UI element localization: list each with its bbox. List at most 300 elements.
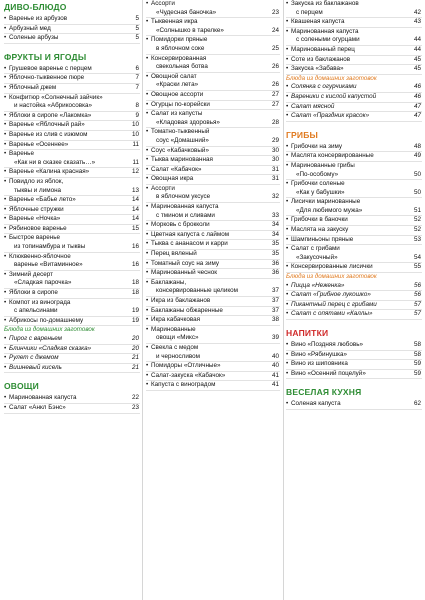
toc-entry[interactable] xyxy=(146,18,280,36)
toc-entry[interactable] xyxy=(286,360,422,370)
toc-entry[interactable] xyxy=(4,271,140,289)
toc-entry[interactable] xyxy=(4,141,140,151)
entry-text: Консервированные лисички xyxy=(291,263,373,271)
toc-entry[interactable] xyxy=(4,335,140,345)
bullet-icon: • xyxy=(146,90,149,98)
toc-entry[interactable] xyxy=(4,215,140,225)
toc-entry[interactable] xyxy=(4,317,140,327)
toc-entry[interactable] xyxy=(286,18,422,28)
entry-text: Соленая капуста xyxy=(291,400,341,408)
bullet-icon: • xyxy=(146,146,149,154)
entry-title xyxy=(286,180,410,189)
toc-entry[interactable] xyxy=(4,394,140,404)
entry-title xyxy=(286,28,410,37)
entry-title xyxy=(286,226,410,235)
entry-title xyxy=(146,81,268,90)
bullet-icon: • xyxy=(286,291,289,299)
toc-entry[interactable] xyxy=(146,279,280,297)
bullet-icon: • xyxy=(286,216,289,224)
entry-text: Солянка с огурчиками xyxy=(291,83,357,91)
entry-text: Салат «Праздник красок» xyxy=(291,112,370,120)
bullet-icon: • xyxy=(146,371,149,379)
entry-text: Капуста с виноградом xyxy=(151,381,216,389)
toc-entry[interactable] xyxy=(286,310,422,320)
entry-title xyxy=(4,253,128,262)
bullet-icon: • xyxy=(146,269,149,277)
page-number: 37 xyxy=(271,297,279,304)
bullet-icon: • xyxy=(286,310,289,318)
page-number: 46 xyxy=(413,92,421,100)
toc-entry[interactable] xyxy=(286,28,422,46)
toc-entry[interactable] xyxy=(286,400,422,410)
toc-entry[interactable] xyxy=(286,301,422,311)
bullet-icon: • xyxy=(146,175,149,183)
toc-entry[interactable] xyxy=(286,263,422,273)
bullet-icon: • xyxy=(4,298,7,306)
entry-text: Пицца «Неженка» xyxy=(291,281,345,289)
page-number: 30 xyxy=(271,146,279,154)
toc-entry[interactable] xyxy=(286,180,422,198)
toc-entry[interactable] xyxy=(286,162,422,180)
entry-text: «Чудесная баночка» xyxy=(156,8,217,16)
toc-entry[interactable] xyxy=(146,36,280,54)
entry-text: Пикантный перец с грибами xyxy=(291,300,377,308)
page-number: 56 xyxy=(413,291,421,299)
page-number: 8 xyxy=(135,102,139,110)
toc-entry[interactable] xyxy=(146,128,280,146)
entry-title xyxy=(146,326,268,335)
bullet-icon: • xyxy=(286,18,289,26)
toc-entry[interactable] xyxy=(146,185,280,203)
page-number: 5 xyxy=(135,34,139,42)
entry-title xyxy=(146,212,268,221)
bullet-icon: • xyxy=(4,130,7,138)
toc-entry[interactable] xyxy=(146,91,280,101)
entry-title xyxy=(146,203,268,212)
toc-entry[interactable] xyxy=(286,351,422,361)
page-number: 41 xyxy=(271,381,279,389)
toc-entry[interactable] xyxy=(286,216,422,226)
page-number: 35 xyxy=(271,250,279,258)
toc-entry[interactable] xyxy=(4,253,140,271)
entry-title xyxy=(4,25,128,34)
page-number: 37 xyxy=(271,306,279,314)
toc-entry[interactable] xyxy=(146,156,280,166)
entry-title xyxy=(146,231,268,240)
entry-text: Маринованная капуста xyxy=(291,27,359,35)
entry-title xyxy=(4,234,128,243)
toc-entry[interactable] xyxy=(146,297,280,307)
page-number: 9 xyxy=(135,111,139,119)
page-number: 21 xyxy=(131,354,139,362)
toc-entry[interactable] xyxy=(4,364,140,374)
toc-entry[interactable] xyxy=(4,25,140,35)
entry-title xyxy=(286,152,410,161)
bullet-icon: • xyxy=(146,250,149,258)
toc-entry[interactable] xyxy=(4,34,140,44)
toc-entry[interactable] xyxy=(4,206,140,216)
entry-text: «По-особому» xyxy=(296,170,339,178)
entry-title xyxy=(286,9,410,18)
page-number: 50 xyxy=(413,188,421,196)
toc-entry[interactable] xyxy=(4,345,140,355)
entry-title xyxy=(146,381,268,390)
entry-title xyxy=(146,119,268,128)
bullet-icon: • xyxy=(146,156,149,164)
page-number: 56 xyxy=(413,281,421,289)
toc-entry[interactable] xyxy=(4,150,140,168)
entry-text: Варенье «Яблочный рай» xyxy=(9,121,85,129)
entry-text: Консервированная xyxy=(151,54,207,62)
entry-title xyxy=(286,83,410,92)
entry-text: Морковь с брокколи xyxy=(151,221,210,229)
section-gap xyxy=(4,373,140,379)
toc-entry[interactable] xyxy=(4,196,140,206)
toc-entry[interactable] xyxy=(146,110,280,128)
bullet-icon: • xyxy=(146,36,149,44)
bullet-icon: • xyxy=(4,354,7,362)
page-number: 59 xyxy=(413,360,421,368)
page-number: 10 xyxy=(131,121,139,129)
bullet-icon: • xyxy=(4,111,7,119)
entry-title xyxy=(146,185,268,194)
toc-entry[interactable] xyxy=(286,152,422,162)
toc-entry[interactable] xyxy=(146,260,280,270)
entry-title xyxy=(286,0,410,9)
toc-entry[interactable] xyxy=(4,234,140,252)
page-number: 23 xyxy=(271,8,279,16)
page-number: 40 xyxy=(271,362,279,370)
toc-entry[interactable] xyxy=(4,299,140,317)
page-number: 16 xyxy=(131,261,139,269)
toc-entry[interactable] xyxy=(146,326,280,344)
page-number: 33 xyxy=(271,211,279,219)
bullet-icon: • xyxy=(146,259,149,267)
entry-title xyxy=(4,279,128,288)
toc-entry[interactable] xyxy=(146,362,280,372)
toc-entry[interactable] xyxy=(286,56,422,66)
page-number: 18 xyxy=(131,289,139,297)
toc-entry[interactable] xyxy=(146,221,280,231)
column-divider xyxy=(142,0,143,600)
toc-entry[interactable] xyxy=(4,131,140,141)
toc-entry[interactable] xyxy=(4,289,140,299)
toc-entry[interactable] xyxy=(286,370,422,380)
entry-text: «Для любимого мужа» xyxy=(296,206,363,214)
bullet-icon: • xyxy=(286,55,289,63)
page-number: 26 xyxy=(271,63,279,71)
page-number: 59 xyxy=(413,369,421,377)
toc-entry[interactable] xyxy=(286,236,422,246)
toc-entry[interactable] xyxy=(146,316,280,326)
page-number: 43 xyxy=(413,18,421,26)
bullet-icon: • xyxy=(4,252,7,260)
entry-text: Маслята на закуску xyxy=(291,226,349,234)
bullet-icon: • xyxy=(286,341,289,348)
entry-text: Закуска из баклажанов xyxy=(291,0,359,7)
page-number: 36 xyxy=(271,259,279,267)
toc-entry[interactable] xyxy=(146,101,280,111)
page-number: 38 xyxy=(271,316,279,324)
entry-text: Маринованная капуста xyxy=(151,203,219,211)
toc-entry[interactable] xyxy=(286,291,422,301)
page-number: 27 xyxy=(271,90,279,98)
toc-entry[interactable] xyxy=(286,198,422,216)
entry-text: Маринованный чеснок xyxy=(151,269,218,277)
entry-text: Варенье «Бабье лето» xyxy=(9,196,76,204)
section-heading: ДИВО-БЛЮДО xyxy=(4,2,67,12)
entry-title xyxy=(286,112,410,121)
entry-title xyxy=(4,354,128,363)
entry-title xyxy=(286,143,410,152)
toc-entry[interactable] xyxy=(146,269,280,279)
toc-entry[interactable] xyxy=(146,240,280,250)
page-number: 51 xyxy=(413,206,421,214)
page-number: 50 xyxy=(413,170,421,178)
bullet-icon: • xyxy=(146,54,149,62)
page-number: 49 xyxy=(413,152,421,160)
entry-title xyxy=(4,168,128,177)
entry-text: Салат-закуска «Кабачок» xyxy=(151,371,226,379)
bullet-icon: • xyxy=(4,150,7,158)
entry-title xyxy=(4,307,128,316)
bullet-icon: • xyxy=(146,18,149,26)
entry-text: Яблочный джем xyxy=(9,83,57,91)
entry-title xyxy=(286,36,410,45)
entry-text: Маринованный перец xyxy=(291,45,355,53)
toc-entry[interactable] xyxy=(286,245,422,263)
page-number: 39 xyxy=(271,334,279,342)
entry-text: Вино «Осенний поцелуй» xyxy=(291,369,366,377)
entry-title xyxy=(286,171,410,180)
toc-entry[interactable] xyxy=(4,84,140,94)
entry-title xyxy=(286,216,410,225)
page-number: 62 xyxy=(413,400,421,408)
toc-entry[interactable] xyxy=(4,354,140,364)
entry-text: в яблочном уксусе xyxy=(156,193,211,201)
entry-title xyxy=(146,240,268,249)
section-gap xyxy=(286,320,422,326)
page-number: 47 xyxy=(413,112,421,120)
entry-text: Шампиньоны пряные xyxy=(291,235,354,243)
entry-title xyxy=(286,360,410,369)
toc-entry[interactable] xyxy=(286,103,422,113)
bullet-icon: • xyxy=(286,369,289,377)
bullet-icon: • xyxy=(286,235,289,243)
page-number: 41 xyxy=(271,371,279,379)
bullet-icon: • xyxy=(286,83,289,91)
toc-entry[interactable] xyxy=(286,65,422,75)
toc-entry[interactable] xyxy=(4,74,140,84)
entry-text: Блинчики «Сладкая сказка» xyxy=(9,344,92,352)
toc-entry[interactable] xyxy=(146,307,280,317)
toc-entry[interactable] xyxy=(4,65,140,75)
toc-entry[interactable] xyxy=(146,250,280,260)
entry-title xyxy=(286,162,410,171)
subsection-title: Блюда из домашних заготовок xyxy=(4,326,95,334)
bullet-icon: • xyxy=(146,240,149,248)
page-number: 28 xyxy=(271,118,279,126)
entry-title xyxy=(4,65,128,74)
page-number: 18 xyxy=(131,279,139,287)
toc-entry[interactable] xyxy=(146,344,280,362)
toc-entry[interactable] xyxy=(4,94,140,112)
entry-text: Маринованные грибы xyxy=(291,161,355,169)
entry-title xyxy=(286,236,410,245)
toc-entry[interactable] xyxy=(4,168,140,178)
toc-entry[interactable] xyxy=(286,46,422,56)
entry-text: Пирог с вареньем xyxy=(9,335,63,342)
page-number: 30 xyxy=(271,156,279,164)
entry-text: свекольная ботва xyxy=(156,63,208,71)
section-heading: ВЕСЕЛАЯ КУХНЯ xyxy=(286,387,362,398)
toc-entry[interactable] xyxy=(4,178,140,196)
entry-title xyxy=(146,344,268,353)
bullet-icon: • xyxy=(4,363,7,371)
bullet-icon: • xyxy=(146,325,149,333)
toc-entry[interactable] xyxy=(4,404,140,414)
entry-title xyxy=(146,353,268,362)
entry-title xyxy=(4,131,128,140)
entry-title xyxy=(146,193,268,202)
entry-text: с солеными огурцами xyxy=(296,36,360,44)
entry-text: Овощная икра xyxy=(151,175,194,183)
toc-entry[interactable] xyxy=(146,166,280,176)
toc-entry[interactable] xyxy=(146,381,280,391)
page-number: 16 xyxy=(131,243,139,251)
toc-entry[interactable] xyxy=(286,0,422,18)
bullet-icon: • xyxy=(286,65,289,73)
entry-text: с апельсинами xyxy=(14,307,58,315)
entry-text: Томатно-тыквенный xyxy=(151,128,210,136)
page-number: 5 xyxy=(135,15,139,22)
entry-text: Яблочно-тыквенное пюре xyxy=(9,74,85,82)
toc-entry[interactable] xyxy=(4,112,140,122)
entry-text: Соте из баклажанов xyxy=(291,55,351,63)
entry-title xyxy=(146,9,268,18)
bullet-icon: • xyxy=(146,184,149,192)
entry-title xyxy=(286,351,410,360)
entry-text: Грушевое варенье с перцем xyxy=(9,64,92,72)
bullet-icon: • xyxy=(286,226,289,234)
toc-entry[interactable] xyxy=(286,282,422,292)
entry-title xyxy=(4,178,128,187)
toc-entry[interactable] xyxy=(146,55,280,73)
entry-text: Варенье «Ночка» xyxy=(9,215,61,223)
entry-text: Салат с опятами «Каллы» xyxy=(291,310,373,318)
entry-title xyxy=(286,207,410,216)
page-number: 34 xyxy=(271,221,279,229)
entry-text: Закуска «Забава» xyxy=(291,65,344,73)
entry-title xyxy=(286,56,410,65)
bullet-icon: • xyxy=(4,83,7,91)
entry-text: Соус «Кабачковый» xyxy=(151,146,209,154)
entry-text: Тыква с ананасом и карри xyxy=(151,240,228,248)
entry-text: Вино «Поздняя любовь» xyxy=(291,341,364,348)
entry-text: Вишневый кисель xyxy=(9,363,62,371)
entry-title xyxy=(146,334,268,343)
bullet-icon: • xyxy=(146,306,149,314)
toc-entry[interactable] xyxy=(286,112,422,122)
entry-text: Салат мясной xyxy=(291,102,335,110)
page-number: 11 xyxy=(132,158,139,166)
toc-entry[interactable] xyxy=(146,147,280,157)
entry-text: Тыквенная икра xyxy=(151,18,198,26)
page-number: 44 xyxy=(413,36,421,44)
toc-entry[interactable] xyxy=(146,0,280,18)
entry-title xyxy=(286,370,410,379)
bullet-icon: • xyxy=(4,344,7,352)
page-number: 6 xyxy=(135,64,139,72)
entry-text: Яблочные стружки xyxy=(9,205,64,213)
entry-title xyxy=(146,147,268,156)
entry-title xyxy=(4,150,128,159)
entry-title xyxy=(146,156,268,165)
entry-text: Грибочки соленые xyxy=(291,180,345,188)
entry-title xyxy=(146,260,268,269)
toc-entry[interactable] xyxy=(286,83,422,93)
entry-title xyxy=(4,102,128,111)
bullet-icon: • xyxy=(286,0,289,7)
entry-text: «Сладкая парочка» xyxy=(14,279,72,287)
toc-entry[interactable] xyxy=(286,226,422,236)
bullet-icon: • xyxy=(146,230,149,238)
bullet-icon: • xyxy=(286,152,289,160)
entry-title xyxy=(146,63,268,72)
page-number: 54 xyxy=(413,253,421,261)
entry-title xyxy=(4,94,128,103)
bullet-icon: • xyxy=(146,100,149,108)
entry-title xyxy=(146,55,268,64)
page-number: 52 xyxy=(413,216,421,224)
entry-text: Яблоки в сиропе xyxy=(9,289,58,297)
toc-entry[interactable] xyxy=(286,341,422,351)
entry-text: с тмином и сливами xyxy=(156,211,215,219)
toc-entry[interactable] xyxy=(146,372,280,382)
entry-text: Маринованная капуста xyxy=(9,394,77,402)
entry-text: Салат с грибами xyxy=(291,245,340,253)
bullet-icon: • xyxy=(146,110,149,118)
toc-entry[interactable] xyxy=(146,175,280,185)
entry-text: Цветная капуста с лаймом xyxy=(151,230,230,238)
toc-entry[interactable] xyxy=(286,93,422,103)
bullet-icon: • xyxy=(286,102,289,110)
toc-entry[interactable] xyxy=(286,143,422,153)
entry-title xyxy=(146,269,268,278)
page-number: 19 xyxy=(131,307,139,315)
entry-title xyxy=(146,91,268,100)
toc-entry[interactable] xyxy=(4,15,140,25)
toc-entry[interactable] xyxy=(4,225,140,235)
entry-title xyxy=(146,362,268,371)
toc-entry[interactable] xyxy=(146,203,280,221)
bullet-icon: • xyxy=(146,316,149,324)
toc-entry[interactable] xyxy=(146,231,280,241)
bullet-icon: • xyxy=(4,335,7,342)
entry-title xyxy=(286,341,410,350)
page-number: 15 xyxy=(131,224,139,232)
page-number: 20 xyxy=(131,335,139,342)
entry-text: Овощное ассорти xyxy=(151,90,204,98)
entry-text: Рулет с джемом xyxy=(9,354,59,362)
entry-text: Томатный соус на зиму xyxy=(151,259,220,267)
entry-text: Салат «Грибное лукошко» xyxy=(291,291,371,299)
toc-entry[interactable] xyxy=(4,121,140,131)
toc-entry[interactable] xyxy=(146,73,280,91)
page-number: 14 xyxy=(131,196,139,204)
entry-title xyxy=(146,36,268,45)
entry-title xyxy=(286,189,410,198)
